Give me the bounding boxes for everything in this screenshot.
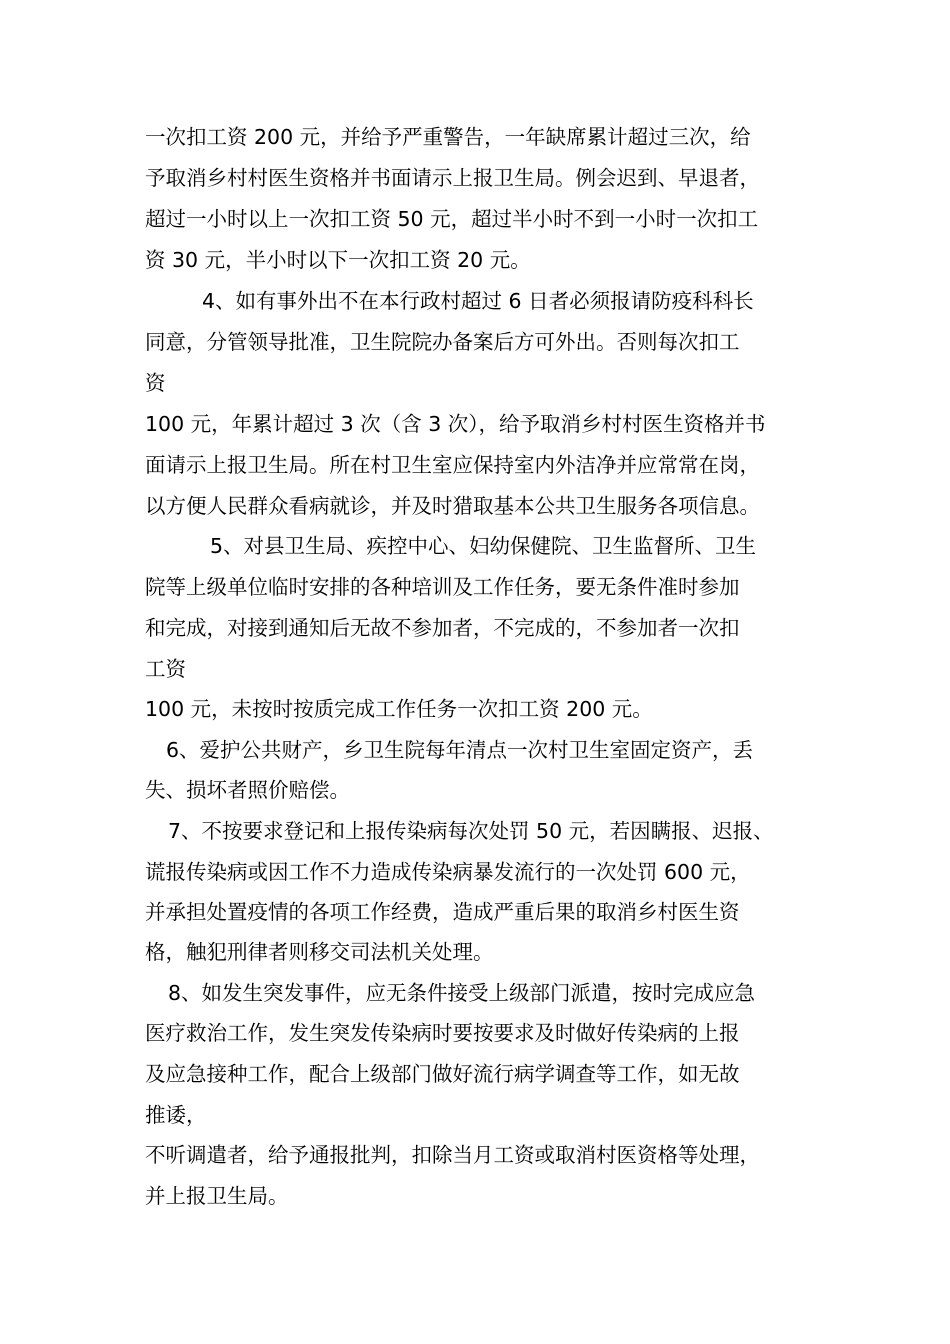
text-line: 失、损坏者照价赔偿。: [145, 778, 350, 802]
text-line: 予取消乡村村医生资格并书面请示上报卫生局。例会迟到、早退者，: [145, 166, 760, 190]
text-line: 资: [145, 371, 166, 395]
text-line: 院等上级单位临时安排的各种培训及工作任务，要无条件准时参加: [145, 575, 740, 599]
text-line: 推诿，: [145, 1103, 207, 1127]
text-line: 面请示上报卫生局。所在村卫生室应保持室内外洁净并应常常在岗，: [145, 453, 760, 477]
text-line: 并上报卫生局。: [145, 1184, 289, 1208]
text-line: 谎报传染病或因工作不力造成传染病暴发流行的一次处罚 600 元，: [145, 860, 751, 884]
text-line: 超过一小时以上一次扣工资 50 元，超过半小时不到一小时一次扣工: [145, 207, 759, 231]
text-line: 资 30 元，半小时以下一次扣工资 20 元。: [145, 248, 531, 272]
text-line: 100 元，未按时按质完成工作任务一次扣工资 200 元。: [145, 697, 653, 721]
text-line: 8、如发生突发事件，应无条件接受上级部门派遣，按时完成应急: [168, 981, 756, 1005]
text-line: 和完成，对接到通知后无故不参加者，不完成的，不参加者一次扣: [145, 616, 740, 640]
text-line: 6、爱护公共财产，乡卫生院每年清点一次村卫生室固定资产，丢: [166, 738, 754, 762]
text-line: 及应急接种工作，配合上级部门做好流行病学调查等工作，如无故: [145, 1062, 740, 1086]
text-line: 5、对县卫生局、疾控中心、妇幼保健院、卫生监督所、卫生: [210, 534, 757, 558]
text-line: 并承担处置疫情的各项工作经费，造成严重后果的取消乡村医生资: [145, 900, 740, 924]
text-line: 100 元，年累计超过 3 次（含 3 次），给予取消乡村村医生资格并书: [145, 412, 766, 436]
text-line: 工资: [145, 657, 186, 681]
text-line: 不听调遣者，给予通报批判，扣除当月工资或取消村医资格等处理，: [145, 1143, 760, 1167]
text-line: 一次扣工资 200 元，并给予严重警告，一年缺席累计超过三次，给: [145, 125, 751, 149]
text-line: 同意，分管领导批准，卫生院院办备案后方可外出。否则每次扣工: [145, 330, 740, 354]
text-line: 7、不按要求登记和上报传染病每次处罚 50 元，若因瞒报、迟报、: [168, 819, 774, 843]
text-line: 格，触犯刑律者则移交司法机关处理。: [145, 940, 494, 964]
text-line: 以方便人民群众看病就诊，并及时猎取基本公共卫生服务各项信息。: [145, 494, 760, 518]
text-line: 4、如有事外出不在本行政村超过 6 日者必须报请防疫科科长: [202, 289, 754, 313]
text-line: 医疗救治工作，发生突发传染病时要按要求及时做好传染病的上报: [145, 1021, 740, 1045]
